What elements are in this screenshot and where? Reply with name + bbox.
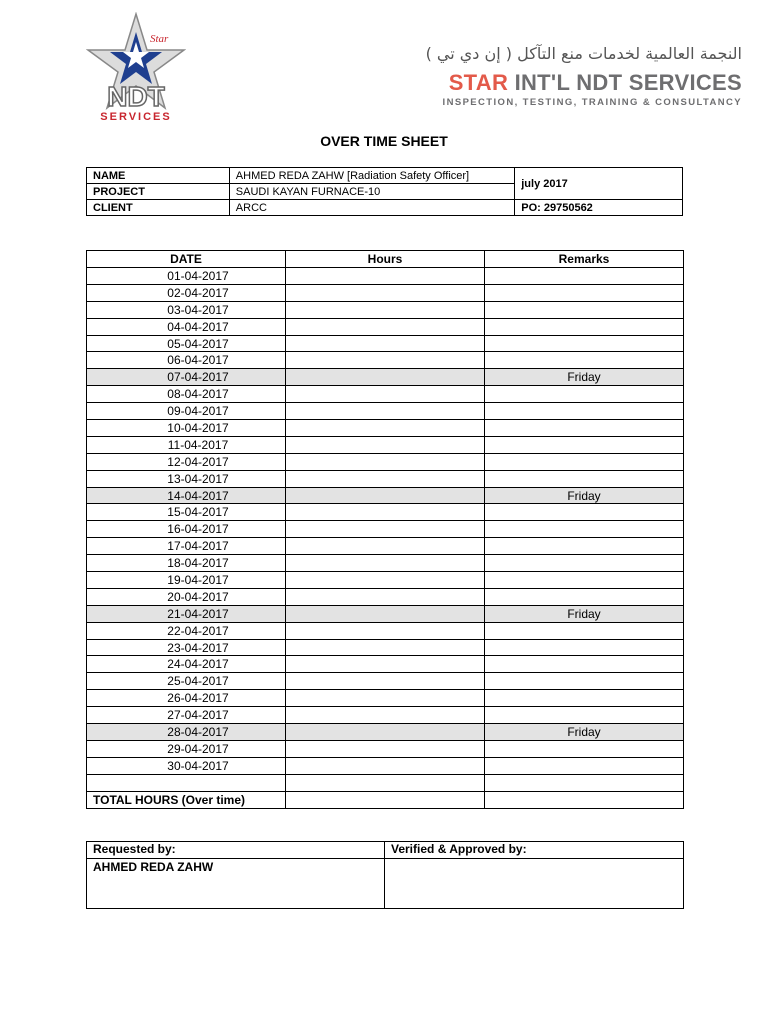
hours-column-header: Hours [286, 251, 485, 268]
company-tagline: INSPECTION, TESTING, TRAINING & CONSULTANCY [442, 97, 742, 108]
date-cell: 12-04-2017 [87, 453, 286, 470]
overtime-rows [87, 268, 684, 792]
date-cell: 03-04-2017 [87, 301, 286, 318]
hours-cell [286, 740, 485, 757]
date-cell: 01-04-2017 [87, 268, 286, 285]
requested-by-label: Requested by: [87, 842, 385, 859]
table-row [87, 318, 684, 335]
remarks-cell [485, 622, 684, 639]
remarks-cell [485, 318, 684, 335]
table-row [87, 284, 684, 301]
date-cell: 15-04-2017 [87, 504, 286, 521]
svg-text:Star: Star [150, 33, 169, 45]
total-remarks-value [485, 791, 684, 808]
date-cell: 04-04-2017 [87, 318, 286, 335]
remarks-cell [485, 420, 684, 437]
date-cell: 14-04-2017 [87, 487, 286, 504]
date-cell [87, 774, 286, 791]
remarks-cell [485, 268, 684, 285]
total-hours-value [286, 791, 485, 808]
total-hours-label: TOTAL HOURS (Over time) [87, 791, 286, 808]
date-cell: 16-04-2017 [87, 521, 286, 538]
table-row [87, 504, 684, 521]
company-name [420, 70, 742, 96]
table-row [87, 622, 684, 639]
hours-cell [286, 487, 485, 504]
table-row [87, 487, 684, 504]
table-row [87, 268, 684, 285]
date-cell: 09-04-2017 [87, 403, 286, 420]
table-row [87, 301, 684, 318]
page-title: OVER TIME SHEET [320, 133, 448, 149]
remarks-cell [485, 740, 684, 757]
remarks-cell [485, 335, 684, 352]
hours-cell [286, 555, 485, 572]
remarks-cell [485, 639, 684, 656]
date-cell: 10-04-2017 [87, 420, 286, 437]
table-row [87, 352, 684, 369]
hours-cell [286, 707, 485, 724]
name-value: AHMED REDA ZAHW [Radiation Safety Officer] [229, 168, 514, 184]
date-column-header: DATE [87, 251, 286, 268]
hours-cell [286, 605, 485, 622]
overtime-table [86, 250, 684, 809]
table-row [87, 656, 684, 673]
table-row [87, 369, 684, 386]
date-cell: 08-04-2017 [87, 386, 286, 403]
hours-cell [286, 352, 485, 369]
hours-cell [286, 639, 485, 656]
table-row [87, 521, 684, 538]
table-row [87, 774, 684, 791]
remarks-cell [485, 284, 684, 301]
remarks-cell [485, 690, 684, 707]
employee-info-table [86, 167, 683, 216]
hours-cell [286, 386, 485, 403]
signature-table [86, 841, 684, 909]
hours-cell [286, 369, 485, 386]
date-cell: 11-04-2017 [87, 436, 286, 453]
hours-cell [286, 724, 485, 741]
table-row [87, 403, 684, 420]
table-row [87, 572, 684, 589]
date-cell: 29-04-2017 [87, 740, 286, 757]
table-row [87, 724, 684, 741]
hours-cell [286, 757, 485, 774]
remarks-cell [485, 403, 684, 420]
hours-cell [286, 622, 485, 639]
table-row [87, 538, 684, 555]
date-cell: 27-04-2017 [87, 707, 286, 724]
period-value: july 2017 [515, 168, 683, 200]
table-row [87, 740, 684, 757]
hours-cell [286, 673, 485, 690]
table-row [87, 335, 684, 352]
company-name-arabic: النجمة العالمية لخدمات منع التآكل ( إن دي تي ) [425, 44, 742, 63]
table-row [87, 639, 684, 656]
remarks-cell [485, 504, 684, 521]
date-cell: 20-04-2017 [87, 588, 286, 605]
date-cell: 22-04-2017 [87, 622, 286, 639]
remarks-cell [485, 301, 684, 318]
date-cell: 26-04-2017 [87, 690, 286, 707]
project-label: PROJECT [87, 184, 230, 200]
hours-cell [286, 420, 485, 437]
hours-cell [286, 453, 485, 470]
hours-cell [286, 318, 485, 335]
hours-cell [286, 774, 485, 791]
brand-star-word: STAR [448, 70, 509, 95]
remarks-cell [485, 538, 684, 555]
remarks-cell [485, 521, 684, 538]
po-number: PO: 29750562 [515, 200, 683, 216]
hours-cell [286, 521, 485, 538]
date-cell: 06-04-2017 [87, 352, 286, 369]
verified-by-signature-box [385, 859, 684, 909]
name-label: NAME [87, 168, 230, 184]
hours-cell [286, 301, 485, 318]
project-value: SAUDI KAYAN FURNACE-10 [229, 184, 514, 200]
hours-cell [286, 572, 485, 589]
remarks-cell [485, 470, 684, 487]
table-row [87, 453, 684, 470]
table-row [87, 420, 684, 437]
table-row [87, 436, 684, 453]
remarks-cell [485, 453, 684, 470]
logo-services-text: SERVICES [100, 111, 172, 123]
remarks-cell [485, 386, 684, 403]
table-row [87, 757, 684, 774]
remarks-cell [485, 588, 684, 605]
client-label: CLIENT [87, 200, 230, 216]
remarks-cell: Friday [485, 605, 684, 622]
remarks-cell [485, 572, 684, 589]
remarks-cell [485, 757, 684, 774]
hours-cell [286, 690, 485, 707]
remarks-cell [485, 555, 684, 572]
remarks-cell [485, 673, 684, 690]
table-row [87, 588, 684, 605]
date-cell: 30-04-2017 [87, 757, 286, 774]
hours-cell [286, 656, 485, 673]
date-cell: 24-04-2017 [87, 656, 286, 673]
date-cell: 25-04-2017 [87, 673, 286, 690]
date-cell: 05-04-2017 [87, 335, 286, 352]
brand-rest: INT'L NDT SERVICES [508, 70, 742, 95]
remarks-cell [485, 656, 684, 673]
hours-cell [286, 504, 485, 521]
table-row [87, 673, 684, 690]
date-cell: 18-04-2017 [87, 555, 286, 572]
table-row [87, 690, 684, 707]
hours-cell [286, 268, 485, 285]
table-row [87, 470, 684, 487]
hours-cell [286, 538, 485, 555]
table-row [87, 605, 684, 622]
remarks-cell: Friday [485, 724, 684, 741]
date-cell: 17-04-2017 [87, 538, 286, 555]
svg-text:NDT: NDT [107, 81, 165, 112]
table-row [87, 555, 684, 572]
remarks-cell [485, 436, 684, 453]
hours-cell [286, 335, 485, 352]
remarks-cell [485, 774, 684, 791]
table-row [87, 707, 684, 724]
remarks-cell [485, 707, 684, 724]
remarks-cell: Friday [485, 487, 684, 504]
date-cell: 13-04-2017 [87, 470, 286, 487]
hours-cell [286, 470, 485, 487]
date-cell: 07-04-2017 [87, 369, 286, 386]
remarks-cell: Friday [485, 369, 684, 386]
date-cell: 19-04-2017 [87, 572, 286, 589]
hours-cell [286, 403, 485, 420]
date-cell: 21-04-2017 [87, 605, 286, 622]
client-value: ARCC [229, 200, 514, 216]
hours-cell [286, 436, 485, 453]
date-cell: 02-04-2017 [87, 284, 286, 301]
verified-by-label: Verified & Approved by: [385, 842, 684, 859]
table-row [87, 386, 684, 403]
hours-cell [286, 588, 485, 605]
requested-by-name: AHMED REDA ZAHW [87, 859, 385, 909]
remarks-cell [485, 352, 684, 369]
hours-cell [286, 284, 485, 301]
date-cell: 28-04-2017 [87, 724, 286, 741]
date-cell: 23-04-2017 [87, 639, 286, 656]
remarks-column-header: Remarks [485, 251, 684, 268]
